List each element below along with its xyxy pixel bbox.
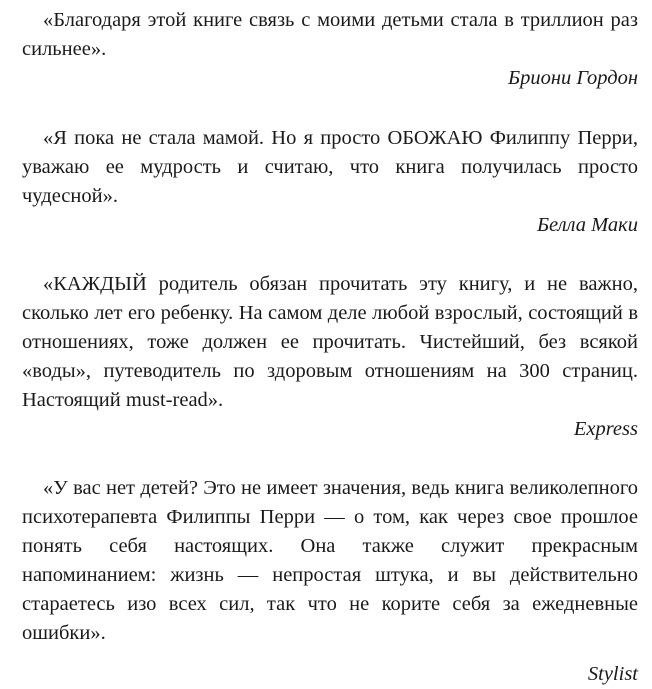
review-1: [22, 6, 638, 93]
review-author: Белла Маки: [536, 214, 638, 236]
review-author: Express: [573, 418, 638, 440]
review-2: [22, 124, 638, 240]
review-author: Бриони Гордон: [507, 67, 638, 89]
review-quote: «Я пока не стала мамой. Но я просто ОБОЖАЮ Филиппу Перри, уважаю ее мудрость и считаю, что книга получилась просто чудесной».: [22, 127, 638, 207]
review-4: [22, 474, 638, 689]
review-quote: «КАЖДЫЙ родитель обязан прочитать эту книгу, и не важно, сколько лет его ребенку. На самом деле любой взрослый, состоящий в отношениях, тоже должен ее прочитать. Чистейший, без всякой «воды», путеводитель по здоровым отношениям на 300 страниц. Настоящий must-read».: [22, 273, 638, 411]
review-author: Stylist: [587, 663, 638, 685]
review-quote: «Благодаря этой книге связь с моими детьми стала в триллион раз сильнее».: [22, 9, 638, 60]
review-3: [22, 270, 638, 444]
review-quote: «У вас нет детей? Это не имеет значения, ведь книга великолепного психотерапевта Филиппы Перри — о том, как через свое прошлое понять себя настоящих. Она также служит прекрасным напоминанием: жизнь — непростая штука, и вы действительно стараетесь изо всех сил, так что не корите себя за ежедневные ошибки».: [22, 477, 638, 644]
